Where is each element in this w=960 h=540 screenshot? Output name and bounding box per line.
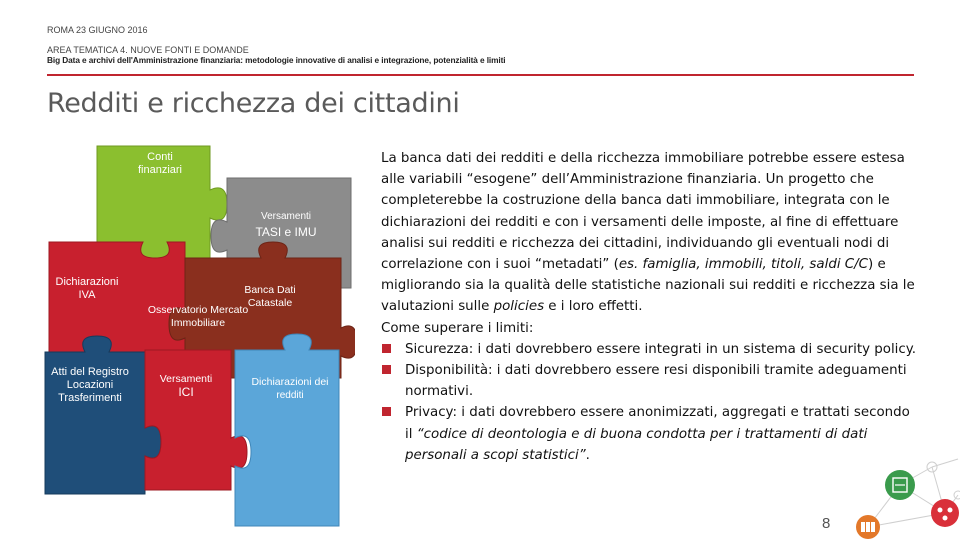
header-rule [47,74,914,76]
limits-list [381,339,921,466]
privacy-code: “codice di deontologia e di buona condotta per i trattamenti di dati personali a scopi statistici” [405,426,868,463]
piece-label-iva-line1: Dichiarazioni [55,276,119,288]
header-area: AREA TEMATICA 4. NUOVE FONTI E DOMANDE [47,45,249,55]
piece-label-registro-line3: Trasferimenti [58,392,122,404]
piece-label-redditi [239,376,341,402]
piece-label-catastale-line2: Catastale [247,297,293,309]
piece-label-conti-line1: Conti [147,151,173,163]
network-decoration [840,455,960,540]
intro-part-2: ) e migliorando sia la qualità delle statistiche nazionali sui redditi e ricchezza sia le valutazioni sulle [381,257,915,315]
puzzle-pieces-svg [35,138,355,530]
bullet-security: Sicurezza: i dati dovrebbero essere integrati in un sistema di security policy. [381,339,921,360]
piece-label-omi [140,304,256,330]
node-green-icon [885,470,915,500]
header-subtitle: Big Data e archivi dell'Amministrazione finanziaria: metodologie innovative di analisi e integrazione, potenzialità e limiti [47,55,506,65]
page-number: 8 [822,515,831,532]
privacy-start: Privacy: i dati dovrebbero essere anonimizzati, aggregati e trattati secondo il [405,405,910,442]
intro-part-1: La banca dati dei redditi e della ricchezza immobiliare potrebbe essere estesa alle variabili “esogene” dell’Amministrazione finanziaria. Un progetto che completerebbe la costruzione della banca dati immobiliare, integrata con le dichiarazioni dei redditi e con i versamenti delle imposte, al fine di effettuare analisi sui redditi e ricchezza dei cittadini, individuando gli eventuali nodi di correlazione con i suoi “metadati” ( [381,151,905,273]
piece-label-registro [41,366,139,405]
piece-label-conti-line2: finanziari [137,164,183,176]
piece-label-tasi-line2: TASI e IMU [255,225,317,239]
intro-example: es. famiglia, immobili, titoli, saldi C/C [618,257,869,273]
piece-label-ici-line2: ICI [178,385,194,399]
bullet-availability: Disponibilità: i dati dovrebbero essere resi disponibili tramite adeguamenti normativi. [381,360,921,402]
intro-paragraph [381,148,921,318]
node-orange-icon [856,515,880,539]
node-red-people-icon [931,499,959,527]
piece-label-ici-line1: Versamenti [159,373,213,385]
intro-part-3: e i loro effetti. [544,299,643,315]
privacy-end: . [585,447,590,463]
piece-label-iva-line2: IVA [78,289,96,301]
piece-label-omi-line2: Immobiliare [170,317,226,329]
intro-policies: policies [493,299,545,315]
puzzle-graphic [35,138,355,530]
how-to-label: Come superare i limiti: [381,320,534,336]
body-text [381,148,921,466]
puzzle-piece-navy [45,336,161,494]
piece-label-ici [150,373,222,400]
piece-label-redditi-line2: redditi [276,390,304,401]
slide-title: Redditi e ricchezza dei cittadini [47,88,460,119]
header-date: ROMA 23 GIUGNO 2016 [47,25,148,35]
puzzle-piece-blue [235,334,339,526]
node-small-right [954,491,960,499]
piece-label-tasi [243,210,329,241]
piece-label-registro-line1: Atti del Registro [51,366,129,378]
piece-label-conti [115,151,205,177]
piece-label-omi-line1: Osservatorio Mercato [147,304,249,316]
piece-label-registro-line2: Locazioni [66,379,114,391]
piece-label-tasi-line1: Versamenti [260,211,312,222]
piece-label-redditi-line1: Dichiarazioni dei [251,376,329,388]
piece-label-iva [49,276,125,302]
piece-label-catastale-line1: Banca Dati [244,284,296,296]
